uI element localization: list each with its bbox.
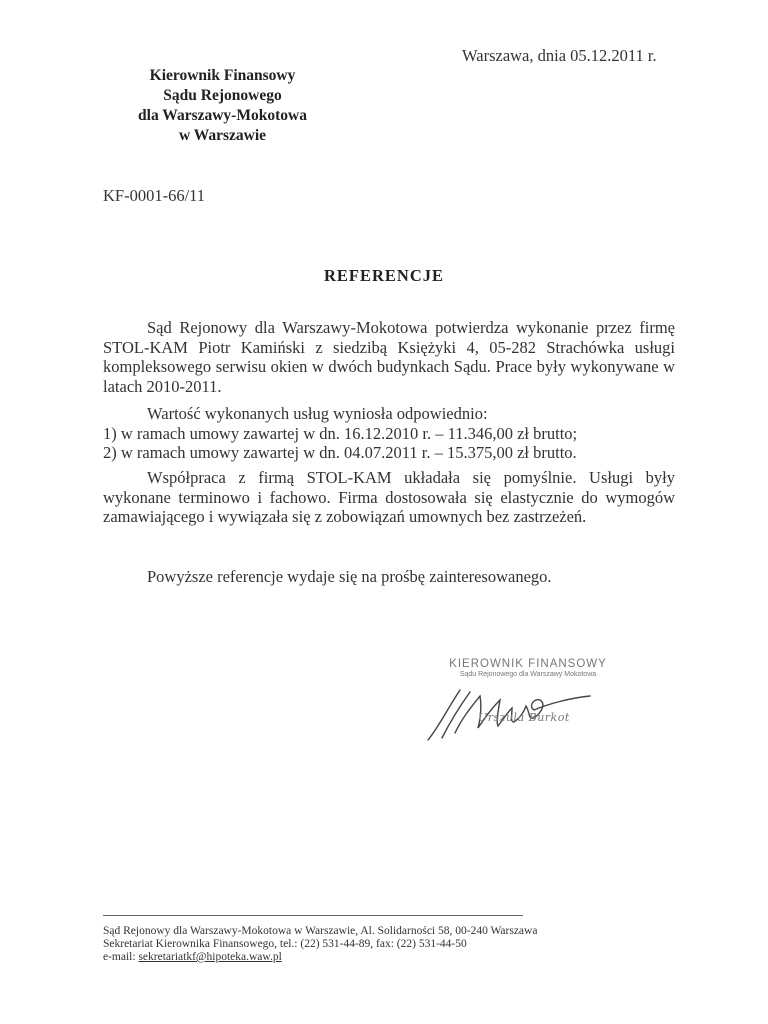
signatory-name: Urszula Burkot (478, 711, 570, 724)
paragraph-text: Powyższe referencje wydaje się na prośbę zainteresowanego. (147, 567, 552, 586)
paragraph-values (103, 404, 675, 463)
sender-block (100, 66, 345, 146)
footer-address: Sąd Rejonowy dla Warszawy-Mokotowa w Warszawie, Al. Solidarności 58, 00-240 Warszawa (103, 925, 538, 937)
sender-line: w Warszawie (178, 127, 267, 144)
paragraph-confirmation (103, 318, 675, 396)
paragraph-text: Sąd Rejonowy dla Warszawy-Mokotowa potwierdza wykonanie przez firmę STOL-KAM Piotr Kamiński z siedzibą Księżyki 4, 05-282 Strachówka usługi kompleksowego serwisu okien w dwóch budynkach Sądu. Prace były wykonywane w latach 2010-2011. (103, 318, 675, 396)
document-title: REFERENCJE (323, 266, 444, 285)
contract-item: 1) w ramach umowy zawartej w dn. 16.12.2010 r. – 11.346,00 zł brutto; (103, 423, 578, 443)
paragraph-text: Wartość wykonanych usług wyniosła odpowiednio: (147, 404, 488, 423)
footer (103, 925, 537, 964)
email-link[interactable]: sekretariatkf@hipoteka.waw.pl (138, 951, 282, 963)
official-stamp (428, 658, 628, 678)
footer-email-line (103, 951, 537, 964)
sender-line: Sądu Rejonowego (163, 87, 282, 104)
reference-number: KF-0001-66/11 (103, 186, 206, 205)
sender-line: Kierownik Finansowy (149, 67, 296, 84)
email-label: e-mail: (103, 951, 139, 963)
contract-item: 2) w ramach umowy zawartej w dn. 04.07.2011 r. – 15.375,00 zł brutto. (103, 443, 577, 462)
footer-secretariat: Sekretariat Kierownika Finansowego, tel.: (22) 531-44-89, fax: (22) 531-44-50 (103, 938, 467, 950)
stamp-title: KIEROWNIK FINANSOWY (449, 658, 607, 670)
stamp-subtitle: Sądu Rejonowego dla Warszawy Mokotowa (459, 671, 597, 678)
footer-divider (103, 915, 523, 916)
paragraph-cooperation (103, 468, 675, 527)
paragraph-closing (103, 567, 675, 587)
paragraph-text: Współpraca z firmą STOL-KAM układała się pomyślnie. Usługi były wykonane terminowo i fachowo. Firma dostosowała się elastycznie do wymogów zamawiającego i wywiązała się z zobowiązań umownych bez zastrzeżeń. (103, 468, 675, 526)
sender-line: dla Warszawy-Mokotowa (138, 107, 307, 124)
place-date: Warszawa, dnia 05.12.2011 r. (462, 46, 657, 65)
